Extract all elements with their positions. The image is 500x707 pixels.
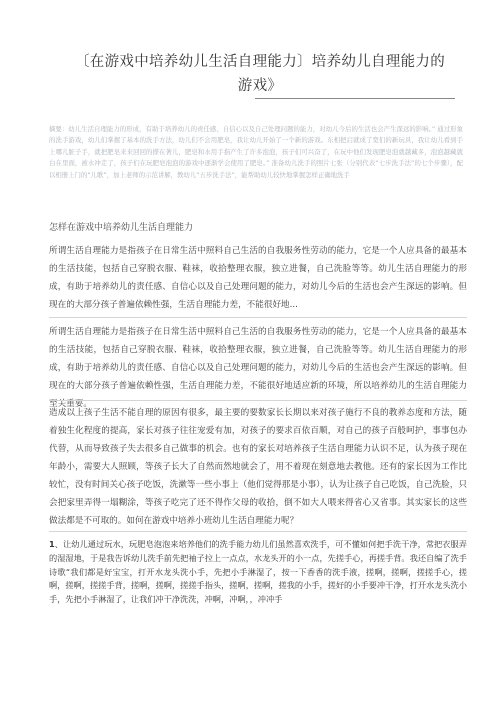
abstract-text: 摘要：幼儿生活自理能力的形成，有助于培养幼儿的责任感、自信心以及自己处理问题的能力，对幼儿今后的生活也会产生深远的影响。” 通过形象的洗手游戏，幼儿们掌握了基本的洗手方法，幼儿们不会用肥皂，我让幼儿开始了一个新的游戏。东相把启就成了宽们的新玩具，我让幼儿看到手上哪儿脏子手，就把肥皂来来回回的搽在著儿，肥皂和水用手指产生了许多泡泡，孩子们可兴奋了，在玩中他们发现肥皂泡就越藏多，泡泡越藏就白在里面，被水冲走了，孩子们在玩肥皂泡泡的游戏中逐渐学会使用了肥皂。” 准备幼儿洗手的照片七张（分别代表“七步洗手法”的七个步骤），配以相册上门的“儿歌”，加上老师的示范讲解，教幼儿“五步洗手法”，能帮助幼儿较快地掌握怎样正确地洗手 <box>49 125 463 179</box>
divider-3 <box>49 531 467 532</box>
paragraph-3: 造成以上孩子生活不能自理的原因有很多，最主要的要数家长长期以来对孩子施行不良的教养态度和方法，随着独生化程度的提高，家长对孩子往往宠爱有加，对孩子的要求百依百顺，对自己的孩子百般呵护，事事包办代替，从而导致孩子失去很多自己做事的机会。也有的家长对培养孩子生活自理能力认识不足，认为孩子现在年龄小，需要大人照顾，等孩子长大了自然而然地就会了，用不着现在刻意地去教他。还有的家长因为工作比较忙，没有时间关心孩子吃饭，洗漱等一些小事上（他们觉得那是小事），认为让孩子自己吃饭，自己洗脸，只会把家里弄得一塌糊涂，等孩子吃完了还不得作父母的收拾，倒不如大人喂来得省心又省事。其实家长的这些做法都是不可取的。如何在游戏中培养小班幼儿生活自理能力呢？ <box>49 408 467 526</box>
paragraph-1: 所谓生活自理能力是指孩子在日常生活中照料自己生活的自我服务性劳动的能力，它是一个人应具备的最基本的生活技能，包括自己穿脱衣服、鞋袜，收拾整理衣服，独立进餐，自己洗脸等等。幼儿生活自理能力的形成，有助于培养幼儿的责任感、自信心以及自己处理问题的能力，对幼儿今后的生活也会产生深远的影响。但现在的大部分孩子普遍依赖性强，生活自理能力差，不能很好地... <box>49 246 467 310</box>
list-item-1 <box>49 538 467 607</box>
section-heading: 怎样在游戏中培养幼儿生活自理能力 <box>49 223 194 233</box>
list-number: 1 <box>49 539 55 549</box>
document-title: 〔在游戏中培养幼儿生活自理能力〕培养幼儿自理能力的游戏》 <box>75 54 445 94</box>
list-item-text: 、让幼儿通过玩水，玩肥皂泡泡来培养他们的洗手能力幼儿们虽然喜欢洗手，可不懂如何把手洗干净，常把衣服弄的湿湿地，于是我告诉幼儿洗手前先把袖子拉上一点点，水龙头开的小一点，先搓手心，再搓手背。我还自编了洗手诗歌“我们都是好宝宝，打开水龙头洗小手，先把小手淋湿了，按一下香香的洗手液，搓啊，搓啊，搓搓手心，搓啊，搓啊，搓搓手背，搓啊，搓啊，搓搓手指头，搓啊，搓啊，搓我的小手，搓好的小手要冲干净，打开水龙头洗小手，先把小手淋湿了，让我们冲干净洗洗，冲啊，冲啊，，冲冲手 <box>49 539 467 605</box>
divider-2 <box>49 400 467 401</box>
divider-1 <box>49 317 467 318</box>
title-underline <box>255 98 455 99</box>
paragraph-2: 所谓生活自理能力是指孩子在日常生活中照料自己生活的自我服务性劳动的能力，它是一个人应具备的最基本的生活技能，包括自己穿脱衣服、鞋袜，收拾整理衣服，独立进餐，自己洗脸等等。幼儿生活自理能力的形成，有助于培养幼儿的责任感、自信心以及自己处理问题的能力，对幼儿今后的生活也会产生深远的影响。但现在的大部分孩子普遍依赖性强，生活自理能力差，不能很好地适应新的环境，所以培养幼儿的生活自理能力至关重要。 <box>49 327 467 409</box>
